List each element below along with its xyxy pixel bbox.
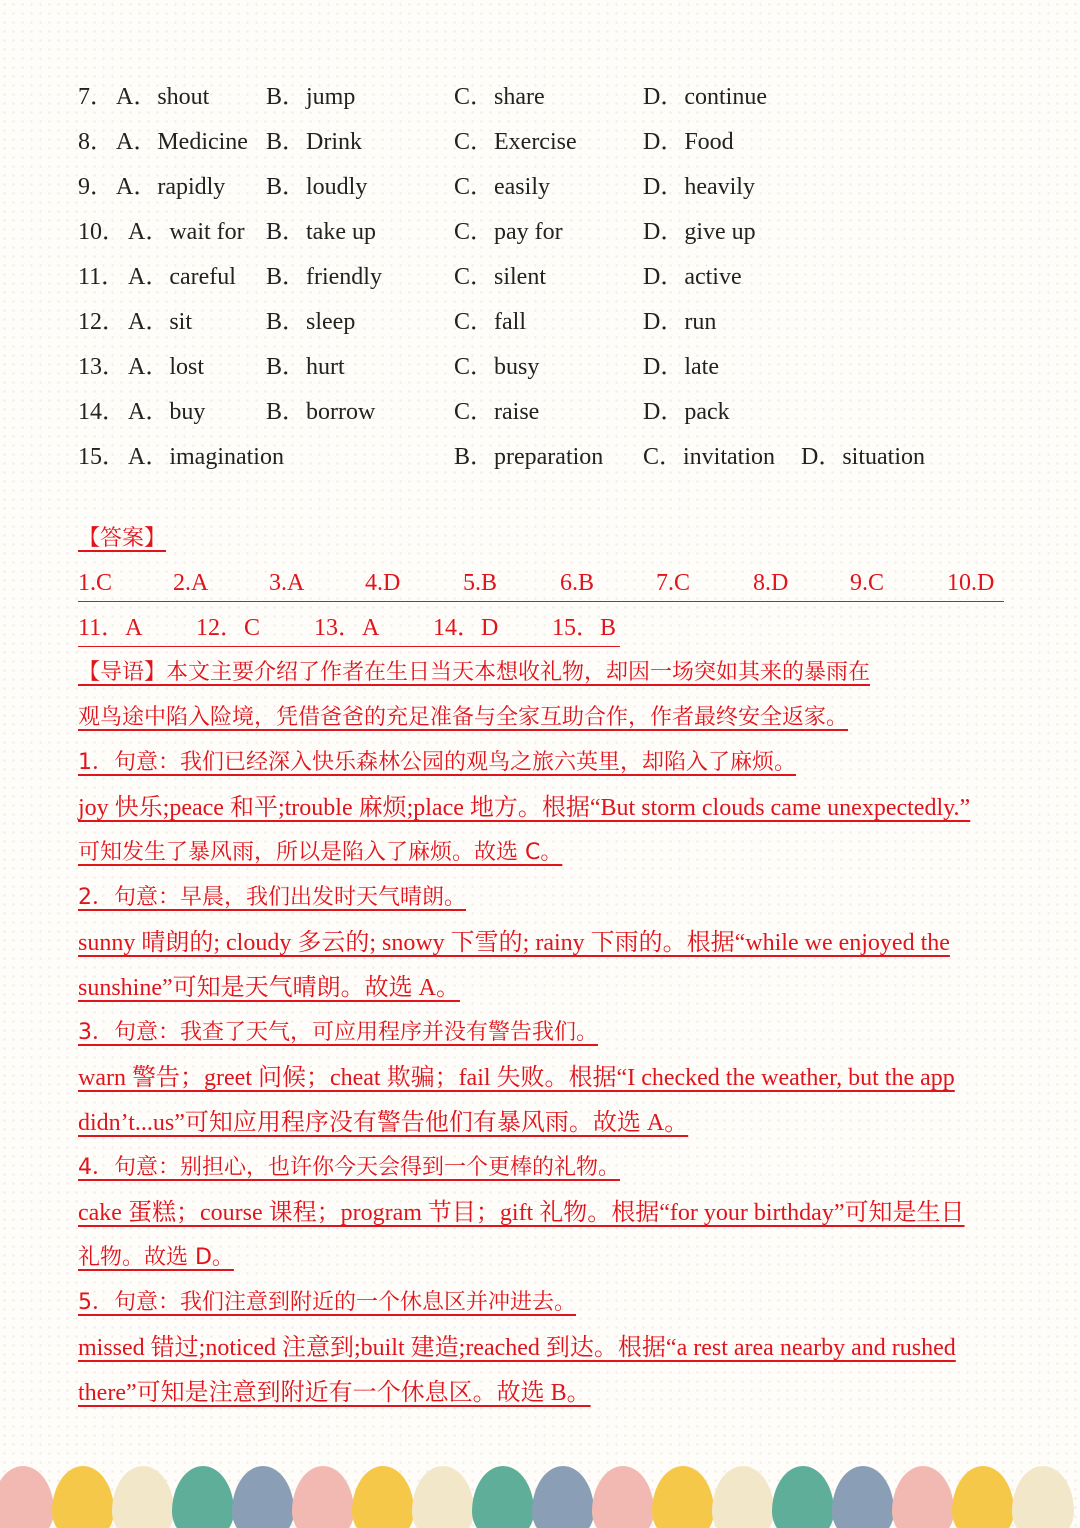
question-number: 7． <box>78 84 114 110</box>
option-a: A．Medicine <box>116 129 248 155</box>
answer-item: 10.D <box>947 570 995 596</box>
question-number: 11． <box>78 264 126 290</box>
egg-shape <box>352 1466 414 1528</box>
question-number: 8． <box>78 129 114 155</box>
option-b: B．Drink <box>266 129 362 155</box>
decorative-egg-border <box>0 1466 1080 1528</box>
intro-line: 观鸟途中陷入险境，凭借爸爸的充足准备与全家互助合作，作者最终安全返家。 <box>78 705 849 730</box>
answer-heading: 【答案】 <box>78 526 167 551</box>
option-b: B．friendly <box>266 264 382 290</box>
option-c: C．raise <box>454 399 540 425</box>
option-b: B．loudly <box>266 174 368 200</box>
option-b: B．take up <box>266 219 376 245</box>
option-c: C．invitation <box>643 444 775 470</box>
option-d: D．run <box>643 309 717 335</box>
explanation-line: 1．句意：我们已经深入快乐森林公园的观鸟之旅六英里，却陷入了麻烦。 <box>78 750 796 775</box>
option-d: D．active <box>643 264 742 290</box>
explanation-line: 可知发生了暴风雨，所以是陷入了麻烦。故选 C。 <box>78 840 563 865</box>
egg-shape <box>952 1466 1014 1528</box>
option-c: C．busy <box>454 354 540 380</box>
egg-shape <box>412 1466 474 1528</box>
answer-item: 3.A <box>269 570 305 596</box>
answer-item: 12．C <box>196 615 261 641</box>
explanation-line: joy 快乐;peace 和平;trouble 麻烦;place 地方。根据“But storm clouds came unexpectedly.” <box>78 795 971 821</box>
question-number: 12． <box>78 309 126 335</box>
option-d: D．give up <box>643 219 756 245</box>
option-d: D．pack <box>643 399 730 425</box>
option-c: C．fall <box>454 309 526 335</box>
answer-item: 4.D <box>365 570 401 596</box>
explanation-line: there”可知是注意到附近有一个休息区。故选 B。 <box>78 1380 591 1406</box>
answer-item: 6.B <box>560 570 595 596</box>
option-a: A．shout <box>116 84 210 110</box>
answer-item: 2.A <box>173 570 209 596</box>
option-a: A．careful <box>128 264 236 290</box>
option-d: D．late <box>643 354 719 380</box>
explanation-line: 5．句意：我们注意到附近的一个休息区并冲进去。 <box>78 1290 576 1315</box>
option-c: C．share <box>454 84 545 110</box>
question-number: 10． <box>78 219 126 245</box>
egg-shape <box>292 1466 354 1528</box>
option-d: D．Food <box>643 129 734 155</box>
answer-item: 7.C <box>656 570 691 596</box>
option-c: C．easily <box>454 174 550 200</box>
option-a: A．imagination <box>128 444 284 470</box>
explanation-line: 2．句意：早晨，我们出发时天气晴朗。 <box>78 885 466 910</box>
egg-shape <box>832 1466 894 1528</box>
answer-item: 13．A <box>314 615 380 641</box>
egg-shape <box>772 1466 834 1528</box>
answer-item: 14．D <box>433 615 499 641</box>
option-c: C．Exercise <box>454 129 577 155</box>
option-d: D．continue <box>643 84 767 110</box>
egg-shape <box>172 1466 234 1528</box>
egg-shape <box>892 1466 954 1528</box>
explanation-line: didn’t...us”可知应用程序没有警告他们有暴风雨。故选 A。 <box>78 1110 689 1136</box>
egg-shape <box>592 1466 654 1528</box>
option-a: A．buy <box>128 399 206 425</box>
egg-shape <box>472 1466 534 1528</box>
option-d: D．heavily <box>643 174 755 200</box>
option-b: B．borrow <box>266 399 376 425</box>
question-number: 15． <box>78 444 126 470</box>
explanation-line: warn 警告；greet 问候；cheat 欺骗；fail 失败。根据“I checked the weather, but the app <box>78 1065 955 1091</box>
explanation-line: 4．句意：别担心，也许你今天会得到一个更棒的礼物。 <box>78 1155 620 1180</box>
egg-shape <box>52 1466 114 1528</box>
option-c: C．silent <box>454 264 547 290</box>
explanation-line: 礼物。故选 D。 <box>78 1245 234 1270</box>
egg-shape <box>652 1466 714 1528</box>
answer-item: 5.B <box>463 570 498 596</box>
egg-shape <box>1012 1466 1074 1528</box>
option-d: D．situation <box>801 444 925 470</box>
egg-shape <box>712 1466 774 1528</box>
option-b: B．sleep <box>266 309 356 335</box>
answer-item: 15．B <box>552 615 617 641</box>
egg-shape <box>532 1466 594 1528</box>
egg-shape <box>232 1466 294 1528</box>
answer-item: 8.D <box>753 570 789 596</box>
option-a: A．rapidly <box>116 174 226 200</box>
explanation-line: sunshine”可知是天气晴朗。故选 A。 <box>78 975 460 1001</box>
explanation-line: cake 蛋糕；course 课程；program 节目；gift 礼物。根据“for your birthday”可知是生日 <box>78 1200 965 1226</box>
answer-item: 9.C <box>850 570 885 596</box>
answer-key-row <box>78 562 1004 604</box>
explanation-line: sunny 晴朗的; cloudy 多云的; snowy 下雪的; rainy 下雨的。根据“while we enjoyed the <box>78 930 950 956</box>
intro-line: 【导语】本文主要介绍了作者在生日当天本想收礼物，却因一场突如其来的暴雨在 <box>78 660 871 685</box>
option-a: A．sit <box>128 309 193 335</box>
explanation-line: missed 错过;noticed 注意到;built 建造;reached 到达。根据“a rest area nearby and rushed <box>78 1335 956 1361</box>
option-c: C．pay for <box>454 219 563 245</box>
explanation-line: 3．句意：我查了天气，可应用程序并没有警告我们。 <box>78 1020 598 1045</box>
question-number: 13． <box>78 354 126 380</box>
option-a: A．lost <box>128 354 205 380</box>
egg-shape <box>0 1466 54 1528</box>
egg-shape <box>112 1466 174 1528</box>
option-b: B．hurt <box>266 354 345 380</box>
question-number: 9． <box>78 174 114 200</box>
answer-item: 11．A <box>78 615 143 641</box>
answer-key-row <box>78 607 620 649</box>
option-b: B．preparation <box>454 444 604 470</box>
answer-item: 1.C <box>78 570 113 596</box>
option-b: B．jump <box>266 84 356 110</box>
question-number: 14． <box>78 399 126 425</box>
option-a: A．wait for <box>128 219 245 245</box>
